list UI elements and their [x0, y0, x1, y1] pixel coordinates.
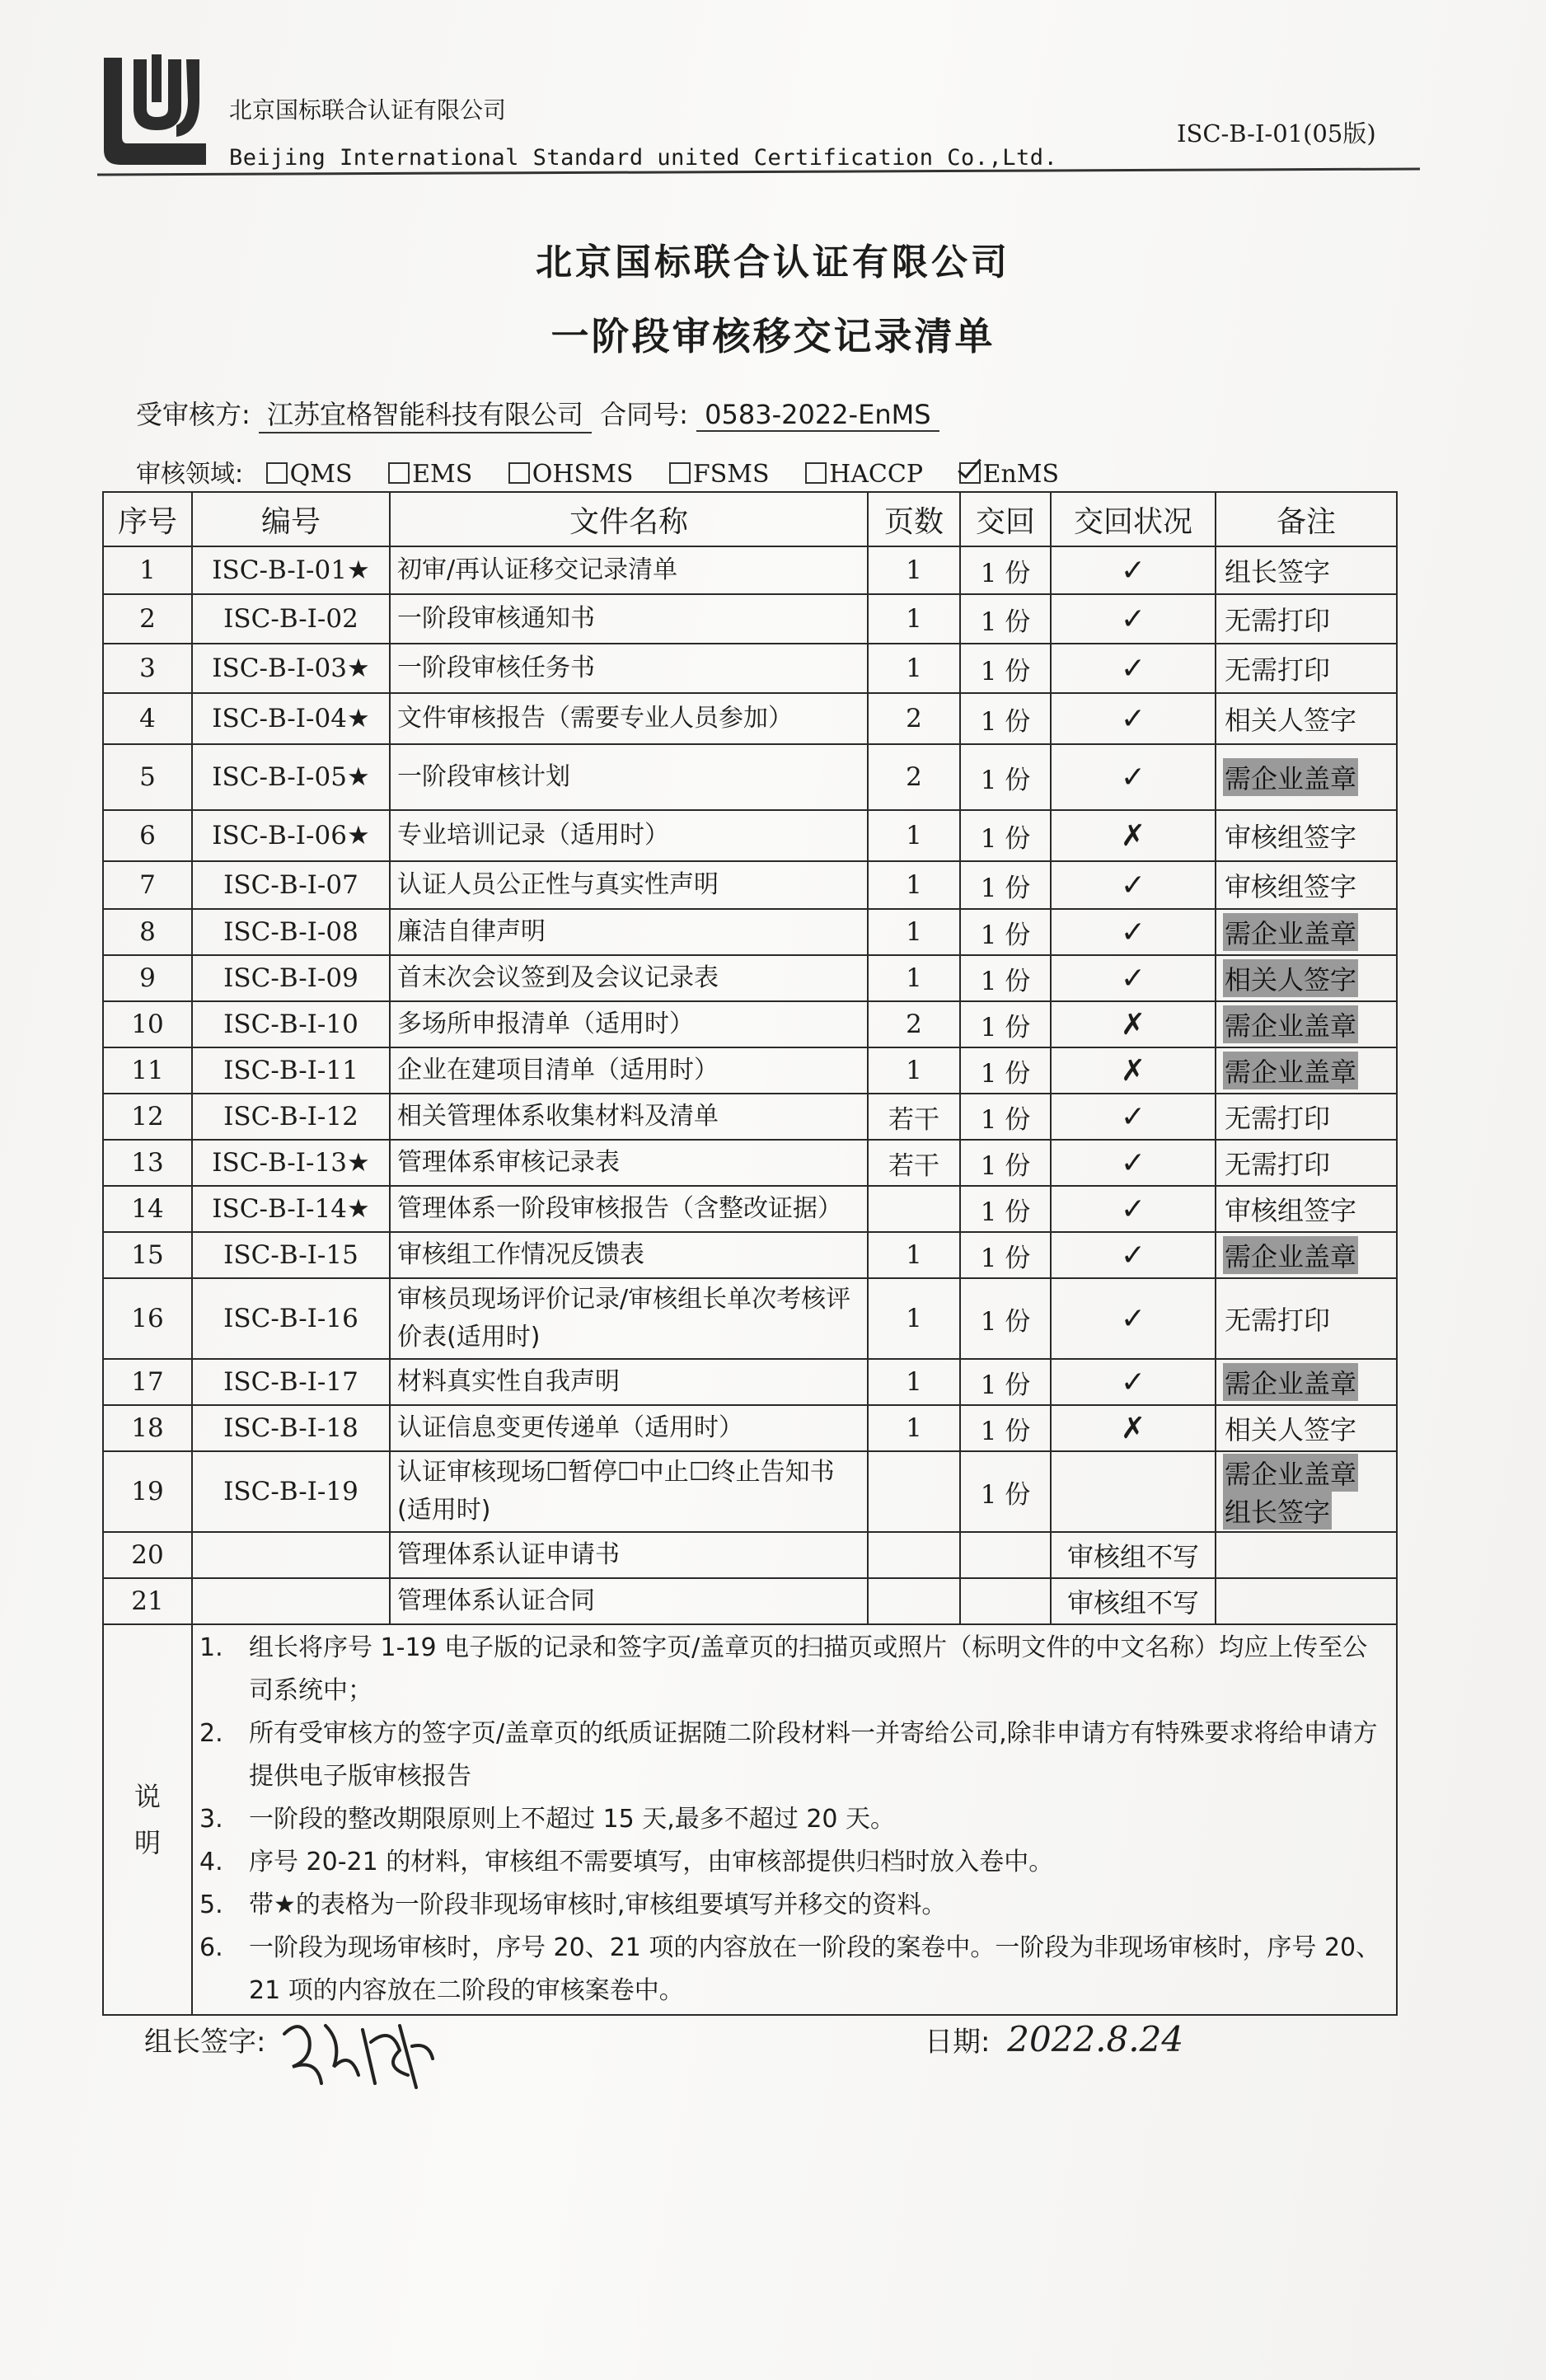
row-copies: 1 份: [960, 955, 1051, 1001]
explanation-item-number: 1.: [199, 1633, 223, 1662]
row-code: ISC-B-I-14★: [192, 1186, 390, 1232]
explanation-item-text: 序号 20-21 的材料，审核组不需要填写，由审核部提供归档时放入卷中。: [249, 1848, 1054, 1876]
header-pages: 页数: [868, 492, 960, 546]
table-row: [103, 1359, 1397, 1405]
row-no: 14: [103, 1186, 192, 1232]
table-row: [103, 644, 1397, 693]
row-pages: 1: [868, 1047, 960, 1094]
row-pages: 1: [868, 644, 960, 693]
table-row: [103, 909, 1397, 955]
check-mark-icon: ✓: [1120, 1365, 1146, 1399]
row-status: [1051, 1578, 1216, 1624]
row-no: 2: [103, 594, 192, 644]
table-row: [103, 1578, 1397, 1624]
explanation-item-number: 6.: [199, 1933, 223, 1962]
row-copies: 1 份: [960, 909, 1051, 955]
row-remarks: [1216, 1532, 1397, 1578]
row-remarks: [1216, 955, 1397, 1001]
row-no: 6: [103, 810, 192, 861]
row-copies: 1 份: [960, 546, 1051, 594]
row-status: [1051, 1001, 1216, 1047]
row-remarks: [1216, 810, 1397, 861]
row-pages: 1: [868, 1278, 960, 1359]
row-remarks: [1216, 1001, 1397, 1047]
explanation-item-text: 一阶段为现场审核时，序号 20、21 项的内容放在一阶段的案卷中。一阶段为非现场审核时，序号 20、21 项的内容放在二阶段的审核案卷中。: [249, 1933, 1381, 2005]
row-pages: 1: [868, 1232, 960, 1278]
domain-qms: QMS: [266, 460, 353, 489]
explanation-item: [199, 1841, 1389, 1884]
remark-text: 相关人签字: [1225, 705, 1357, 736]
row-code: ISC-B-I-03★: [192, 644, 390, 693]
row-remarks: [1216, 744, 1397, 810]
check-mark-icon: ✓: [1120, 553, 1146, 588]
explanation-item-text: 一阶段的整改期限原则上不超过 15 天,最多不超过 20 天。: [249, 1805, 896, 1834]
cross-mark-icon: ✗: [1120, 1411, 1146, 1445]
remark-text: 需企业盖章: [1223, 913, 1358, 951]
row-pages: 2: [868, 744, 960, 810]
row-no: 9: [103, 955, 192, 1001]
check-mark-icon: ✓: [1120, 915, 1146, 949]
remark-text: 需企业盖章: [1223, 1052, 1358, 1089]
row-code: ISC-B-I-06★: [192, 810, 390, 861]
row-code: ISC-B-I-02: [192, 594, 390, 644]
row-no: 15: [103, 1232, 192, 1278]
check-mark-icon: ✓: [1120, 602, 1146, 636]
remark-text: 相关人签字: [1225, 1414, 1357, 1445]
table-row: [103, 810, 1397, 861]
table-row: [103, 955, 1397, 1001]
header-no: 序号: [103, 492, 192, 546]
audit-domains: [136, 453, 1087, 490]
row-file-name: 多场所申报清单（适用时）: [390, 1001, 868, 1047]
row-remarks: [1216, 693, 1397, 744]
cross-mark-icon: ✗: [1120, 1053, 1146, 1088]
row-copies: 1 份: [960, 1451, 1051, 1532]
row-file-name: 审核员现场评价记录/审核组长单次考核评价表(适用时): [390, 1278, 868, 1359]
row-no: 12: [103, 1094, 192, 1140]
row-pages: [868, 1578, 960, 1624]
row-no: 13: [103, 1140, 192, 1186]
row-copies: 1 份: [960, 644, 1051, 693]
row-copies: 1 份: [960, 1094, 1051, 1140]
row-copies: 1 份: [960, 594, 1051, 644]
row-pages: 1: [868, 546, 960, 594]
row-no: 3: [103, 644, 192, 693]
checkbox-icon[interactable]: [669, 462, 691, 484]
table-row: [103, 1532, 1397, 1578]
row-file-name: 一阶段审核通知书: [390, 594, 868, 644]
row-file-name: 专业培训记录（适用时）: [390, 810, 868, 861]
row-status: [1051, 693, 1216, 744]
row-no: 21: [103, 1578, 192, 1624]
row-remarks: [1216, 1405, 1397, 1451]
row-file-name: 管理体系认证合同: [390, 1578, 868, 1624]
document-title: 一阶段审核移交记录清单: [550, 314, 996, 358]
row-file-name: 初审/再认证移交记录清单: [390, 546, 868, 594]
row-no: 10: [103, 1001, 192, 1047]
row-file-name: 首末次会议签到及会议记录表: [390, 955, 868, 1001]
check-mark-icon: ✓: [1120, 1301, 1146, 1336]
row-code: ISC-B-I-13★: [192, 1140, 390, 1186]
explanation-item: [199, 1627, 1389, 1712]
domain-fsms: FSMS: [669, 460, 770, 489]
remark-text: 组长签字: [1225, 556, 1331, 588]
check-mark-icon: ✓: [1120, 701, 1146, 736]
contract-value: 0583-2022-EnMS: [696, 399, 939, 432]
contract-label: 合同号:: [600, 399, 688, 430]
row-file-name: 一阶段审核任务书: [390, 644, 868, 693]
row-file-name: 管理体系审核记录表: [390, 1140, 868, 1186]
table-row: [103, 1186, 1397, 1232]
status-text: 审核组不写: [1066, 1541, 1199, 1572]
row-code: ISC-B-I-19: [192, 1451, 390, 1532]
remark-text: 相关人签字: [1223, 959, 1358, 997]
remark-text: 无需打印: [1225, 605, 1331, 636]
row-remarks: [1216, 1451, 1397, 1532]
row-copies: 1 份: [960, 1232, 1051, 1278]
check-mark-icon: ✓: [1120, 868, 1146, 902]
row-remarks: [1216, 1232, 1397, 1278]
remark-text: 需企业盖章: [1223, 1005, 1358, 1043]
row-status: [1051, 1532, 1216, 1578]
explanation-item-text: 所有受审核方的签字页/盖章页的纸质证据随二阶段材料一并寄给公司,除非申请方有特殊要求将给申请方提供电子版审核报告: [249, 1719, 1378, 1791]
table-row: [103, 546, 1397, 594]
table-row: [103, 1405, 1397, 1451]
row-file-name: 认证信息变更传递单（适用时）: [390, 1405, 868, 1451]
remark-text: 需企业盖章: [1223, 1454, 1358, 1492]
header-file-name: 文件名称: [390, 492, 868, 546]
table-row: [103, 1451, 1397, 1532]
table-row: [103, 1232, 1397, 1278]
row-copies: 1 份: [960, 693, 1051, 744]
row-status: [1051, 1405, 1216, 1451]
cross-mark-icon: ✗: [1120, 1007, 1146, 1042]
row-remarks: [1216, 546, 1397, 594]
row-copies: 1 份: [960, 1047, 1051, 1094]
row-pages: 1: [868, 1405, 960, 1451]
row-status: [1051, 861, 1216, 909]
row-status: [1051, 744, 1216, 810]
company-name-en: Beijing International Standard united Certification Co.,Ltd.: [229, 145, 1058, 171]
cross-mark-icon: ✗: [1120, 818, 1146, 853]
row-no: 4: [103, 693, 192, 744]
row-file-name: 管理体系一阶段审核报告（含整改证据）: [390, 1186, 868, 1232]
row-status: [1051, 1047, 1216, 1094]
explanation-item-number: 5.: [199, 1890, 223, 1919]
row-file-name: 管理体系认证申请书: [390, 1532, 868, 1578]
check-mark-icon: ✓: [1120, 1238, 1146, 1272]
row-remarks: [1216, 909, 1397, 955]
row-no: 16: [103, 1278, 192, 1359]
table-row: [103, 1047, 1397, 1094]
check-mark-icon: ✓: [1120, 760, 1146, 794]
row-status: [1051, 1140, 1216, 1186]
row-code: ISC-B-I-15: [192, 1232, 390, 1278]
row-status: [1051, 810, 1216, 861]
row-no: 7: [103, 861, 192, 909]
explanation-list: [192, 1624, 1397, 2015]
leader-signature-line: [144, 2019, 265, 2059]
leader-signature-label: 组长签字:: [144, 2026, 266, 2059]
row-copies: 1 份: [960, 1405, 1051, 1451]
table-row: [103, 1278, 1397, 1359]
remark-text: 无需打印: [1225, 1103, 1331, 1134]
row-code: ISC-B-I-09: [192, 955, 390, 1001]
row-remarks: [1216, 1578, 1397, 1624]
table-row: [103, 693, 1397, 744]
checkbox-icon[interactable]: [388, 462, 410, 484]
date-value: 2022.8.24: [1007, 2019, 1184, 2059]
header-return-status: 交回状况: [1051, 492, 1216, 546]
row-pages: 1: [868, 861, 960, 909]
row-status: [1051, 1451, 1216, 1532]
date-label: 日期:: [925, 2026, 991, 2059]
row-remarks: [1216, 1140, 1397, 1186]
remark-text: 审核组签字: [1225, 1195, 1357, 1226]
row-copies: [960, 1578, 1051, 1624]
domain-label: 审核领域:: [136, 460, 244, 489]
row-pages: 若干: [868, 1140, 960, 1186]
table-header-row: [103, 492, 1397, 546]
row-status: [1051, 644, 1216, 693]
check-mark-icon: ✓: [1120, 961, 1146, 996]
row-remarks: [1216, 594, 1397, 644]
explanation-item-number: 4.: [199, 1848, 223, 1876]
row-pages: [868, 1186, 960, 1232]
row-file-name: 一阶段审核计划: [390, 744, 868, 810]
explanation-item-text: 带★的表格为一阶段非现场审核时,审核组要填写并移交的资料。: [249, 1890, 947, 1919]
row-code: ISC-B-I-11: [192, 1047, 390, 1094]
row-no: 8: [103, 909, 192, 955]
checkbox-icon[interactable]: [508, 462, 530, 484]
row-status: [1051, 1094, 1216, 1140]
row-no: 5: [103, 744, 192, 810]
handwritten-signature: [276, 2009, 441, 2100]
company-logo: [97, 51, 213, 171]
row-no: 20: [103, 1532, 192, 1578]
row-no: 18: [103, 1405, 192, 1451]
explanation-item-number: 3.: [199, 1805, 223, 1834]
row-file-name: 认证审核现场☐暂停☐中止☐终止告知书(适用时): [390, 1451, 868, 1532]
domain-haccp: HACCP: [805, 460, 923, 489]
row-pages: 若干: [868, 1094, 960, 1140]
explanation-item-number: 2.: [199, 1719, 223, 1748]
row-pages: [868, 1451, 960, 1532]
row-pages: 1: [868, 909, 960, 955]
checkbox-icon[interactable]: [266, 462, 288, 484]
remark-text: 需企业盖章: [1223, 1363, 1358, 1401]
row-remarks: [1216, 861, 1397, 909]
table-row: [103, 1001, 1397, 1047]
remark-text: 需企业盖章: [1223, 758, 1358, 796]
row-copies: [960, 1532, 1051, 1578]
transfer-record-table: [102, 491, 1398, 2016]
row-file-name: 审核组工作情况反馈表: [390, 1232, 868, 1278]
row-file-name: 相关管理体系收集材料及清单: [390, 1094, 868, 1140]
checkbox-checked-icon[interactable]: [959, 462, 981, 484]
row-pages: 1: [868, 1359, 960, 1405]
table-row: [103, 1140, 1397, 1186]
header-remarks: 备注: [1216, 492, 1397, 546]
row-remarks: [1216, 1047, 1397, 1094]
row-status: [1051, 1186, 1216, 1232]
domain-enms: EnMS: [959, 460, 1060, 489]
table-row: [103, 1094, 1397, 1140]
row-no: 19: [103, 1451, 192, 1532]
row-pages: [868, 1532, 960, 1578]
check-mark-icon: ✓: [1120, 1145, 1146, 1180]
row-status: [1051, 909, 1216, 955]
row-file-name: 企业在建项目清单（适用时）: [390, 1047, 868, 1094]
row-code: ISC-B-I-08: [192, 909, 390, 955]
row-file-name: 廉洁自律声明: [390, 909, 868, 955]
row-code: ISC-B-I-10: [192, 1001, 390, 1047]
row-copies: 1 份: [960, 810, 1051, 861]
domain-ems: EMS: [388, 460, 472, 489]
row-file-name: 认证人员公正性与真实性声明: [390, 861, 868, 909]
check-mark-icon: ✓: [1120, 1099, 1146, 1134]
status-text: 审核组不写: [1066, 1587, 1199, 1619]
row-no: 17: [103, 1359, 192, 1405]
row-code: ISC-B-I-07: [192, 861, 390, 909]
row-code: ISC-B-I-12: [192, 1094, 390, 1140]
row-status: [1051, 1278, 1216, 1359]
row-copies: 1 份: [960, 744, 1051, 810]
remark-text: 需企业盖章: [1223, 1236, 1358, 1274]
remark-text: 审核组签字: [1225, 822, 1357, 853]
row-no: 11: [103, 1047, 192, 1094]
row-copies: 1 份: [960, 1001, 1051, 1047]
form-code: ISC-B-I-01(05版): [1177, 119, 1376, 148]
company-name-cn: 北京国标联合认证有限公司: [229, 96, 507, 124]
row-remarks: [1216, 1359, 1397, 1405]
row-code: ISC-B-I-01★: [192, 546, 390, 594]
row-code: ISC-B-I-05★: [192, 744, 390, 810]
row-code: ISC-B-I-18: [192, 1405, 390, 1451]
row-remarks: [1216, 1278, 1397, 1359]
row-status: [1051, 594, 1216, 644]
check-mark-icon: ✓: [1120, 651, 1146, 686]
row-file-name: 文件审核报告（需要专业人员参加）: [390, 693, 868, 744]
explanation-item: [199, 1927, 1389, 2012]
row-code: ISC-B-I-16: [192, 1278, 390, 1359]
explanation-item: [199, 1884, 1389, 1927]
explanation-item: [199, 1712, 1389, 1798]
explanation-item: [199, 1798, 1389, 1841]
remark-text-2: 组长签字: [1223, 1492, 1332, 1530]
date-line: [925, 2019, 1183, 2059]
auditee-line: [136, 394, 939, 433]
domain-ohsms: OHSMS: [508, 460, 634, 489]
row-pages: 1: [868, 810, 960, 861]
remark-text: 无需打印: [1225, 1305, 1331, 1336]
row-no: 1: [103, 546, 192, 594]
row-code: [192, 1578, 390, 1624]
table-row: [103, 861, 1397, 909]
checkbox-icon[interactable]: [805, 462, 827, 484]
table-row: [103, 594, 1397, 644]
row-copies: 1 份: [960, 861, 1051, 909]
row-code: [192, 1532, 390, 1578]
check-mark-icon: ✓: [1120, 1192, 1146, 1226]
row-copies: 1 份: [960, 1186, 1051, 1232]
auditee-label: 受审核方:: [136, 399, 251, 430]
row-copies: 1 份: [960, 1359, 1051, 1405]
document-title-company: 北京国标联合认证有限公司: [536, 241, 1010, 283]
table-row: [103, 744, 1397, 810]
row-copies: 1 份: [960, 1140, 1051, 1186]
remark-text: 审核组签字: [1225, 871, 1357, 902]
row-status: [1051, 546, 1216, 594]
auditee-value: 江苏宜格智能科技有限公司: [259, 394, 592, 433]
header-code: 编号: [192, 492, 390, 546]
row-remarks: [1216, 1094, 1397, 1140]
row-remarks: [1216, 644, 1397, 693]
row-status: [1051, 1359, 1216, 1405]
remark-text: 无需打印: [1225, 1149, 1331, 1180]
header-returned: 交回: [960, 492, 1051, 546]
explanation-item-text: 组长将序号 1-19 电子版的记录和签字页/盖章页的扫描页或照片（标明文件的中文名称）均应上传至公司系统中；: [249, 1633, 1368, 1705]
row-code: ISC-B-I-17: [192, 1359, 390, 1405]
row-file-name: 材料真实性自我声明: [390, 1359, 868, 1405]
row-pages: 2: [868, 693, 960, 744]
row-remarks: [1216, 1186, 1397, 1232]
row-pages: 1: [868, 594, 960, 644]
row-status: [1051, 955, 1216, 1001]
row-code: ISC-B-I-04★: [192, 693, 390, 744]
explanation-row: [103, 1624, 1397, 2015]
remark-text: 无需打印: [1225, 654, 1331, 686]
row-pages: 1: [868, 955, 960, 1001]
row-copies: 1 份: [960, 1278, 1051, 1359]
row-status: [1051, 1232, 1216, 1278]
explanation-label: 说 明: [103, 1624, 192, 2015]
row-pages: 2: [868, 1001, 960, 1047]
